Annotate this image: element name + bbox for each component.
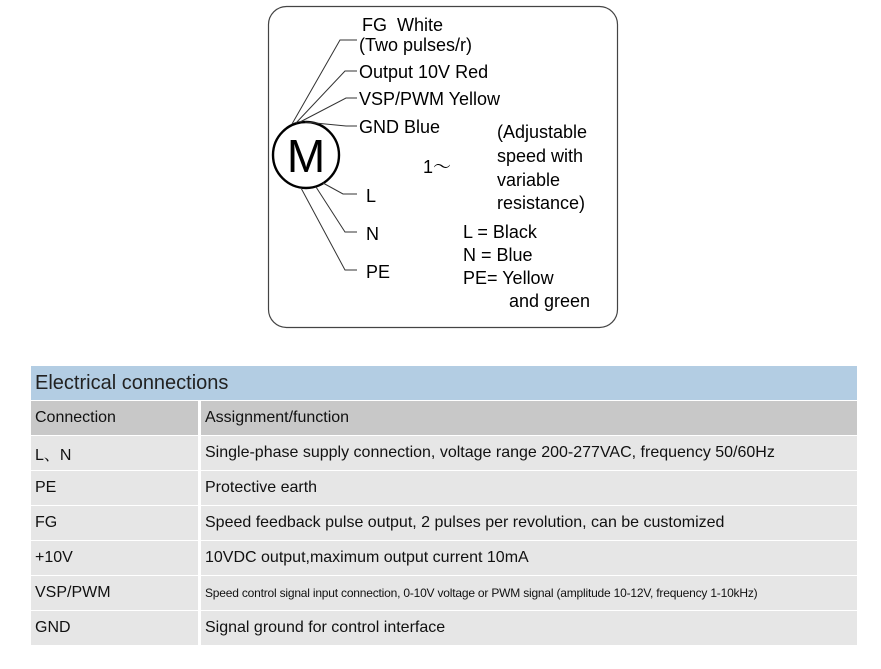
row-connection: FG bbox=[31, 506, 198, 540]
row-connection: VSP/PWM bbox=[31, 576, 198, 610]
motor-label: M bbox=[286, 130, 326, 182]
row-connection: L、N bbox=[31, 436, 198, 470]
row-function: Speed control signal input connection, 0-10V voltage or PWM signal (amplitude 10-12V, frequency 1-10kHz) bbox=[201, 576, 857, 610]
wire-label-output-10v: Output 10V Red bbox=[359, 62, 489, 82]
legend-line-1: L = Black bbox=[463, 222, 537, 242]
adjust-note-line-2: speed with bbox=[497, 146, 584, 166]
legend-line-2: N = Blue bbox=[463, 245, 533, 265]
row-connection: GND bbox=[31, 611, 198, 645]
electrical-connections-table bbox=[31, 366, 857, 645]
row-function: 10VDC output,maximum output current 10mA bbox=[201, 541, 857, 575]
table-row bbox=[31, 506, 857, 540]
wire-label-fg-pulses: (Two pulses/r) bbox=[359, 35, 473, 55]
legend-line-3: PE= Yellow bbox=[463, 268, 554, 288]
row-function: Speed feedback pulse output, 2 pulses per revolution, can be customized bbox=[201, 506, 857, 540]
adjust-note-line-1: (Adjustable bbox=[497, 122, 588, 142]
wire-label-gnd: GND Blue bbox=[359, 117, 441, 137]
header-connection: Connection bbox=[31, 401, 198, 435]
row-function: Single-phase supply connection, voltage range 200-277VAC, frequency 50/60Hz bbox=[201, 436, 857, 470]
table-row bbox=[31, 436, 857, 470]
adjust-note-line-3: variable bbox=[497, 170, 561, 190]
wire-fg bbox=[292, 40, 357, 124]
table-header-row bbox=[31, 401, 857, 435]
wire-label-vsp-pwm: VSP/PWM Yellow bbox=[359, 89, 501, 109]
wire-label-fg: FG White bbox=[362, 15, 444, 35]
wire-output-10v bbox=[296, 71, 357, 123]
header-assignment: Assignment/function bbox=[201, 401, 857, 435]
row-connection: PE bbox=[31, 471, 198, 505]
range-label: 1～ bbox=[423, 157, 452, 177]
table-row bbox=[31, 471, 857, 505]
adjust-note-line-4: resistance) bbox=[497, 193, 586, 213]
wire-label-pe: PE bbox=[366, 262, 391, 282]
wire-l bbox=[323, 183, 357, 194]
table-row bbox=[31, 611, 857, 645]
row-connection: +10V bbox=[31, 541, 198, 575]
wire-pe bbox=[301, 188, 357, 270]
wire-label-l: L bbox=[366, 186, 377, 206]
legend-line-4: and green bbox=[509, 291, 591, 311]
table-title: Electrical connections bbox=[31, 366, 857, 400]
row-function: Signal ground for control interface bbox=[201, 611, 857, 645]
wire-gnd bbox=[305, 122, 357, 126]
table-row bbox=[31, 541, 857, 575]
row-function: Protective earth bbox=[201, 471, 857, 505]
table-row bbox=[31, 576, 857, 610]
wire-label-n: N bbox=[366, 224, 379, 244]
